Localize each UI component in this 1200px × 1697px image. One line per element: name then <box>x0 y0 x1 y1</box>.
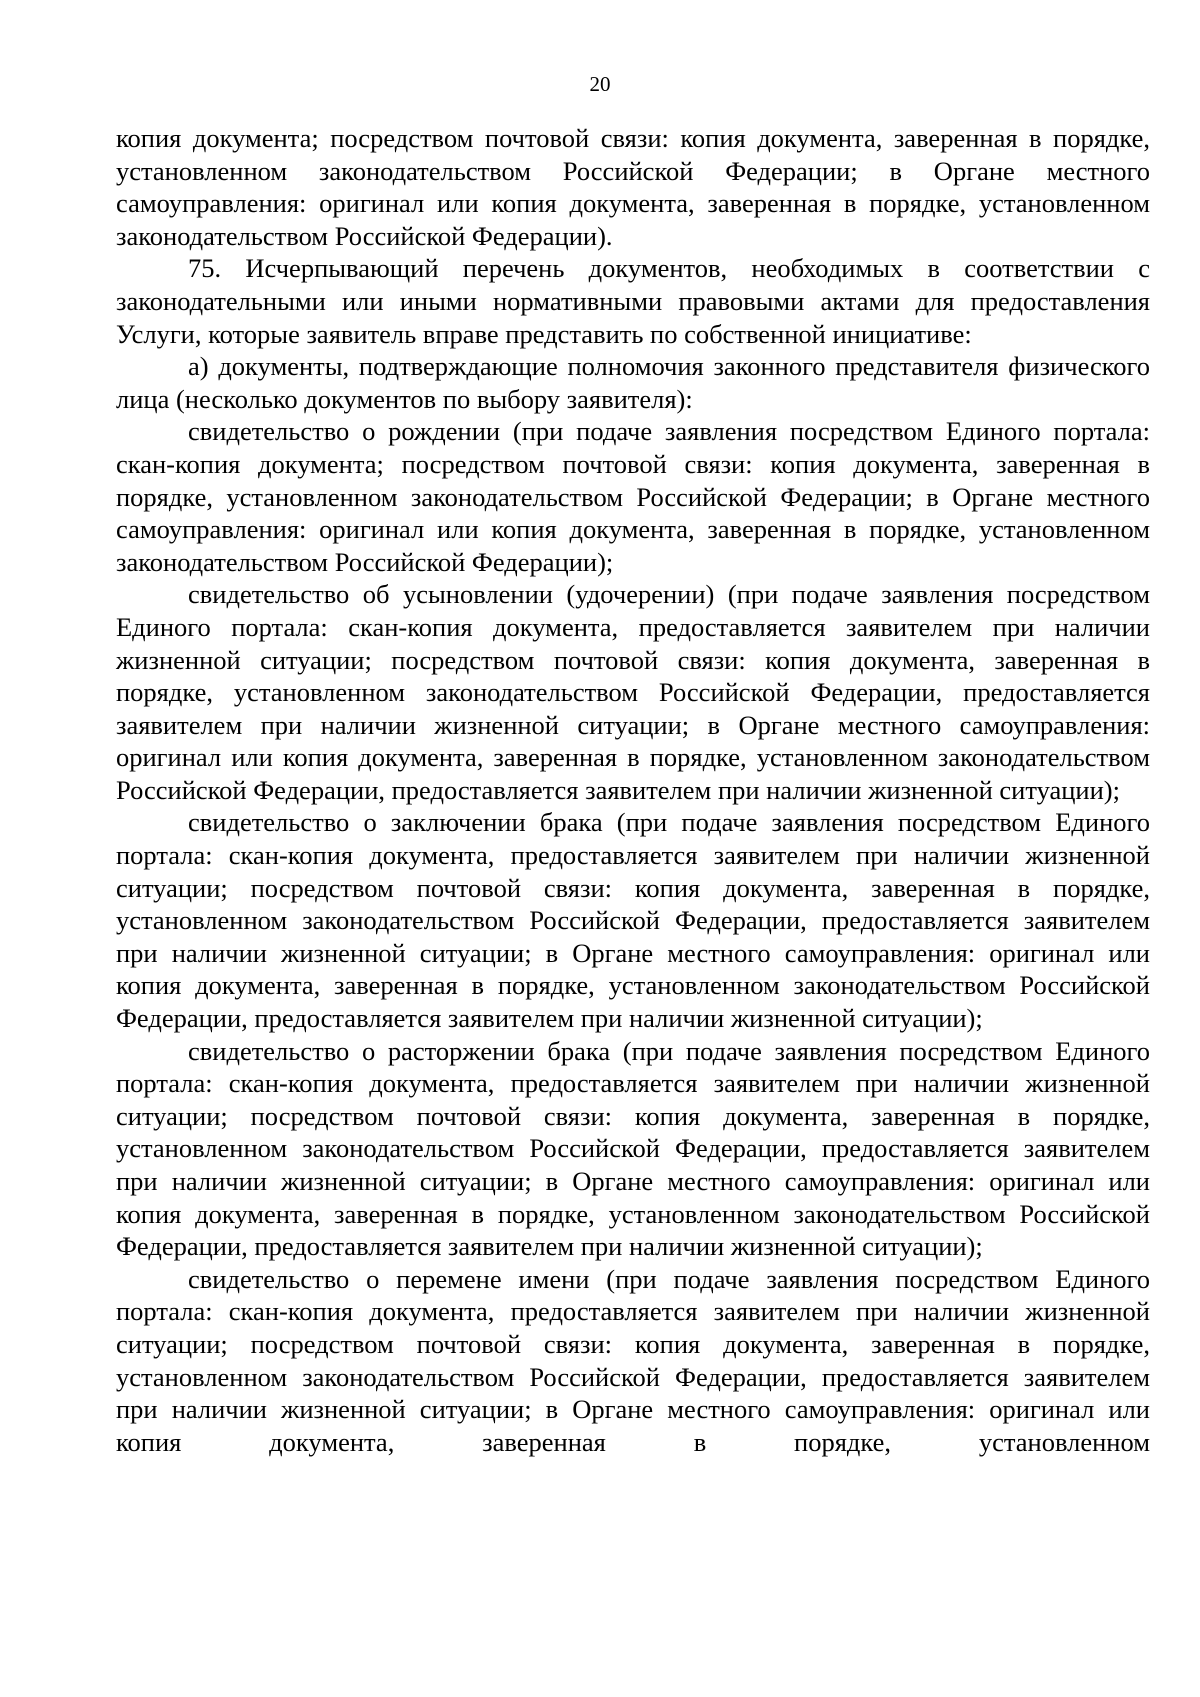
page-number: 20 <box>589 72 611 96</box>
document-body <box>116 122 1150 1458</box>
paragraph-marriage-certificate: свидетельство о заключении брака (при подаче заявления посредством Единого портала: скан-копия документа, предоставляется заявителем при наличии жизненной ситуации; посредством почтовой связи: копия документа, заверенная в порядке, установленном законодательством Российской Федерации, предоставляется заявителем при наличии жизненной ситуации; в Органе местного самоуправления: оригинал или копия документа, заверенная в порядке, установленном законодательством Российской Федерации, предоставляется заявителем при наличии жизненной ситуации); <box>116 807 1150 1034</box>
paragraph-divorce-certificate: свидетельство о расторжении брака (при подаче заявления посредством Единого портала: скан-копия документа, предоставляется заявителем при наличии жизненной ситуации; посредством почтовой связи: копия документа, заверенная в порядке, установленном законодательством Российской Федерации, предоставляется заявителем при наличии жизненной ситуации; в Органе местного самоуправления: оригинал или копия документа, заверенная в порядке, установленном законодательством Российской Федерации, предоставляется заявителем при наличии жизненной ситуации); <box>116 1035 1150 1262</box>
paragraph-subitem-a: а) документы, подтверждающие полномочия законного представителя физического лица (несколько документов по выбору заявителя): <box>116 351 1150 414</box>
paragraph-item-75: 75. Исчерпывающий перечень документов, необходимых в соответствии с законодательными или иными нормативными правовыми актами для предоставления Услуги, которые заявитель вправе представить по собственной инициативе: <box>116 253 1150 349</box>
paragraph-continuation: копия документа; посредством почтовой связи: копия документа, заверенная в порядке, установленном законодательством Российской Федерации; в Органе местного самоуправления: оригинал или копия документа, заверенная в порядке, установленном законодательством Российской Федерации). <box>116 123 1150 251</box>
paragraph-name-change-certificate: свидетельство о перемене имени (при подаче заявления посредством Единого портала: скан-копия документа, предоставляется заявителем при наличии жизненной ситуации; посредством почтовой связи: копия документа, заверенная в порядке, установленном законодательством Российской Федерации, предоставляется заявителем при наличии жизненной ситуации; в Органе местного самоуправления: оригинал или копия документа, заверенная в порядке, установленном <box>116 1263 1150 1457</box>
paragraph-birth-certificate: свидетельство о рождении (при подаче заявления посредством Единого портала: скан-копия документа; посредством почтовой связи: копия документа, заверенная в порядке, установленном законодательством Российской Федерации; в Органе местного самоуправления: оригинал или копия документа, заверенная в порядке, установленном законодательством Российской Федерации); <box>116 416 1150 577</box>
paragraph-adoption-certificate: свидетельство об усыновлении (удочерении) (при подаче заявления посредством Единого портала: скан-копия документа, предоставляется заявителем при наличии жизненной ситуации; посредством почтовой связи: копия документа, заверенная в порядке, установленном законодательством Российской Федерации, предоставляется заявителем при наличии жизненной ситуации; в Органе местного самоуправления: оригинал или копия документа, заверенная в порядке, установленном законодательством Российской Федерации, предоставляется заявителем при наличии жизненной ситуации); <box>116 579 1150 805</box>
